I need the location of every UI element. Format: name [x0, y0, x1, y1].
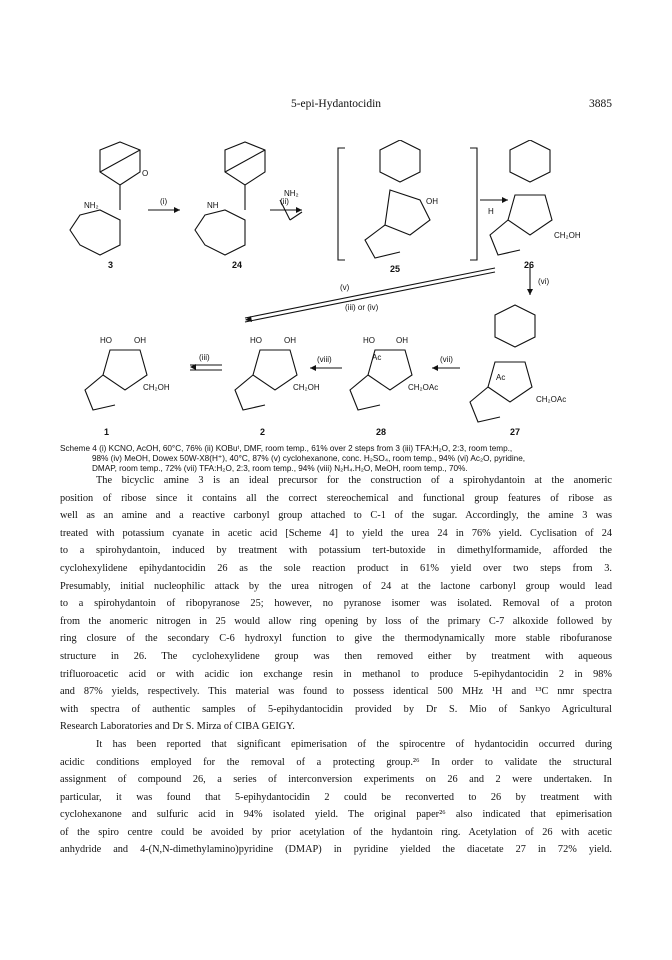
reagent-label-iii: (iii) — [199, 353, 210, 362]
atom-label-ch2oh: CH₂OH — [143, 383, 170, 392]
running-title: 5-epi-Hydantocidin — [290, 98, 382, 110]
reagent-label-iii-or-iv: (iii) or (iv) — [345, 303, 379, 312]
atom-label-oh: OH — [426, 197, 438, 206]
atom-label-h: H — [488, 207, 494, 216]
reagent-label-v: (v) — [340, 283, 350, 292]
compound-number-28: 28 — [376, 427, 387, 437]
text-line: position of ribose since it contains all the correct stereochemical and functional group features of ribose as — [60, 492, 612, 504]
text-line: trifluoroacetic acid or with acidic ion exchange resin in methanol to produce 5-epihydantocidin 2 in 98% — [60, 668, 612, 680]
page-header — [60, 98, 612, 114]
atom-label-ch2oh: CH₂OH — [554, 231, 581, 240]
atom-label-nh2: NH₂ — [284, 189, 299, 198]
compound-number-25: 25 — [390, 264, 401, 274]
reagent-label-vi: (vi) — [538, 277, 550, 286]
scheme-drawing — [40, 140, 600, 440]
text-line: treated with potassium cyanate in acetic acid [Scheme 4] to yield the urea 24 in 76% yield. Cyclisation of 24 — [60, 527, 612, 539]
text-line: from the anomeric nitrogen in 25 would allow ring opening by loss of the primary C-7 alkoxide followed by — [60, 615, 612, 627]
reaction-scheme — [40, 140, 600, 440]
compound-number-1: 1 — [104, 427, 110, 437]
text-line: with spectra of authentic samples of 5-epihydantocidin provided by Dr S. Mio of Sankyo Agricultural — [60, 703, 612, 715]
atom-label-oh: OH — [134, 336, 146, 345]
paragraph-1 — [60, 472, 612, 736]
text-line: to a spirohydantoin of ribopyranose 25; however, no pyranose isomer was isolated. Removal of a proton — [60, 598, 612, 610]
text-line: particular, it was found that 5-epihydantocidin 2 could be reconverted to 26 by treatment with — [60, 791, 612, 803]
atom-label-oh: OH — [284, 336, 296, 345]
caption-line: 98% (iv) MeOH, Dowex 50W-X8(H⁺), 40°C, 87% (v) cyclohexanone, conc. H₂SO₄, room temp., 94% (vi) Ac₂O, pyridine, — [92, 454, 526, 463]
compound-number-3: 3 — [108, 260, 114, 270]
atom-label-ho: HO — [100, 336, 112, 345]
atom-label-ho: HO — [250, 336, 262, 345]
caption-line: Scheme 4 (i) KCNO, AcOH, 60°C, 76% (ii) KOBuᵗ, DMF, room temp., 61% over 2 steps from 3 (iii) TFA:H₂O, 2:3, room temp., — [60, 444, 513, 453]
reagent-label-ii: (ii) — [280, 197, 289, 206]
compound-number-24: 24 — [232, 260, 243, 270]
text-line: acidic conditions employed for the removal of a protecting group.²⁶ In order to validate the structural — [60, 756, 612, 768]
text-line: and 87% yields, respectively. This material was found to possess identical 500 MHz ¹H and ¹³C nmr spectra — [60, 686, 612, 698]
atom-label-ho: HO — [363, 336, 375, 345]
text-line: Research Laboratories and Dr S. Mirza of CIBA GEIGY. — [60, 721, 295, 733]
scheme-caption — [60, 444, 612, 474]
text-line: cyclohexylidene epihydantocidin 26 as the sole reaction product in 61% yield over two steps from 3. — [60, 562, 612, 574]
page-number: 3885 — [589, 98, 612, 110]
atom-label-ac: Ac — [496, 373, 506, 382]
compound-number-26: 26 — [524, 260, 535, 270]
paragraph-2 — [60, 736, 612, 859]
text-line: anhydride and 4-(N,N-dimethylamino)pyridine (DMAP) in pyridine yielded the diacetate 27 in 72% yield. — [60, 844, 612, 856]
body-text — [60, 472, 612, 859]
caption-line: DMAP, room temp., 72% (vii) TFA:H₂O, 2:3, room temp., 94% (viii) N₂H₄.H₂O, MeOH, room temp., 70%. — [92, 464, 468, 473]
compound-number-2: 2 — [260, 427, 266, 437]
atom-label-oh: OH — [396, 336, 408, 345]
atom-label-ch2oac: CH₂OAc — [408, 383, 439, 392]
text-line: Presumably, initial nucleophilic attack by the urea nitrogen of 24 at the lactone carbonyl group would lead — [60, 580, 612, 592]
reagent-label-viii: (viii) — [317, 355, 332, 364]
atom-label-ch2oh: CH₂OH — [293, 383, 320, 392]
atom-label-nh2: NH₂ — [84, 201, 99, 210]
text-line: to a spirohydantoin, induced by treatment with potassium tert-butoxide in dimethylformamide, afforded the — [60, 545, 612, 557]
atom-label-ac: Ac — [372, 353, 382, 362]
atom-label-ch2oac: CH₂OAc — [536, 395, 567, 404]
atom-label-o: O — [142, 169, 149, 178]
text-line: of the spiro centre could be avoided by prior acetylation of the hydantoin ring. Acetylation of 26 with acetic — [60, 826, 612, 838]
text-line: It has been reported that significant epimerisation of the spirocentre of hydantocidin occurred during — [96, 738, 612, 750]
atom-label-nh: NH — [207, 201, 219, 210]
text-line: ring closure of the secondary C-6 hydroxyl function to give the thermodynamically more stable ribofuranose — [60, 633, 612, 645]
reagent-label-i: (i) — [160, 197, 168, 206]
text-line: cyclohexanone and sulfuric acid in 94% isolated yield. The original paper²⁶ also indicated that epimerisation — [60, 809, 612, 821]
text-line: well as an amine and a reactive carbonyl group attached to C-1 of the sugar. Accordingly, the amine 3 was — [60, 510, 612, 522]
compound-number-27: 27 — [510, 427, 521, 437]
text-line: The bicyclic amine 3 is an ideal precursor for the construction of a spirohydantoin at the anomeric — [96, 475, 612, 486]
text-line: structure in 26. The cyclohexylidene group was then removed either by treatment with aqueous — [60, 650, 612, 662]
reagent-label-vii: (vii) — [440, 355, 453, 364]
text-line: assignment of compound 26, a series of interconversion experiments on 26 and 2 were undertaken. In — [60, 774, 612, 786]
